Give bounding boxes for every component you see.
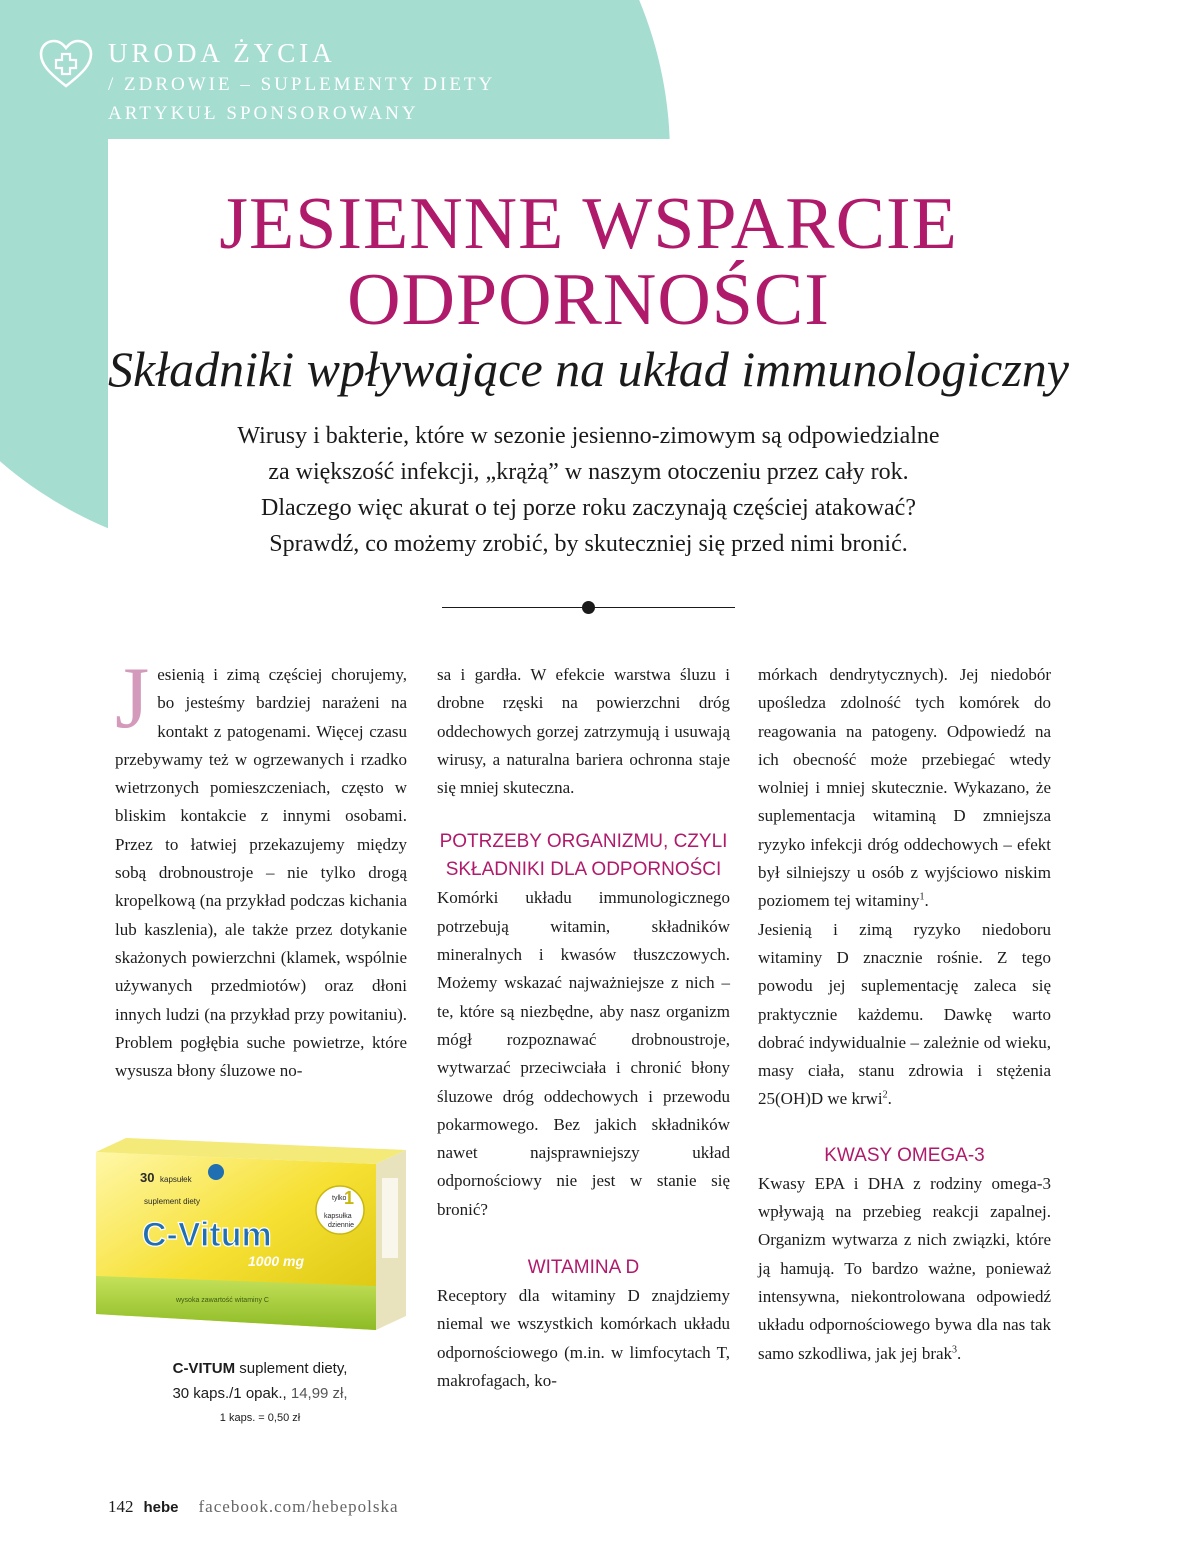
column-1 xyxy=(115,650,407,1085)
paragraph-text: mórkach dendrytycznych). Jej niedobór upośledza zdolność tych komórek do reagowania na patogeny. Odpowiedź na ich obecność może przebiegać wtedy wolniej i mniej skutecznie. Wykazano, że suplementacja witaminą D zmniejsza ryzyko infekcji dróg oddechowych – efekt był silniejszy u osób z wyjściowo niskim poziomem tej witaminy xyxy=(758,665,1051,911)
paragraph: Komórki układu immunologicznego potrzebują witamin, składników mineralnych i kwasów tłuszczowych. Możemy wskazać najważniejsze z nich – te, które są niezbędne, aby nasz organizm mógł rozpoznawać drobnoustroje, wytwarzać przeciwciała i chronić błony śluzowe dróg oddechowych i przewodu pokarmowego. Bez jakich składników nawet najsprawniejszy układ odpornościowy nie jest w stanie się bronić? xyxy=(437,888,730,1219)
paragraph: sa i gardła. W efekcie warstwa śluzu i drobne rzęski na powierzchni dróg oddechowych gorzej zatrzymują i usuwają wirusy, a naturalna bariera ochronna staje się mniej skuteczna. xyxy=(437,665,730,798)
box-badge-text: dziennie xyxy=(328,1222,355,1229)
barcode-icon xyxy=(382,1178,398,1258)
paragraph: Kwasy EPA i DHA z rodziny omega-3 wpływają na przebieg reakcji zapalnej. Organizm wytwarza z nich związki, które ją hamują. To bardzo ważne, ponieważ intensywna, niekontrolowana odpowiedź układu odpornościowego bywa dla nas tak samo szkodliwa, jak jej brak$^3$. xyxy=(758,1173,1051,1363)
box-count: 30 xyxy=(140,1170,155,1185)
paragraph: mórkach dendrytycznych). Jej niedobór upośledza zdolność tych komórek do reagowania na patogeny. Odpowiedź na ich obecność może przebiegać wtedy wolniej i mniej skutecznie. Wykazano, że suplementacja witaminą D zmniejsza ryzyko infekcji dróg oddechowych – efekt był silniejszy u osób z wyjściowo niskim poziomem tej witaminy$^1$. xyxy=(758,665,1051,911)
sponsored-label: ARTYKUŁ SPONSOROWANY xyxy=(108,103,419,124)
caption-unit-price: 1 kaps. = 0,50 zł xyxy=(219,1412,301,1424)
caption-text: 30 kaps./1 opak., xyxy=(172,1385,287,1402)
box-badge-number: 1 xyxy=(344,1188,355,1208)
box-badge-text: kapsułka xyxy=(324,1213,352,1220)
product-caption xyxy=(140,1356,380,1431)
footer-brand: hebe xyxy=(143,1499,179,1516)
paragraph-text: Jesienią i zimą ryzyko niedoboru witaminy D znacznie rośnie. Z tego powodu jej suplementację zaleca się praktycznie każdemu. Dawkę warto dobrać indywidualnie – zależnie od wieku, masy ciała, stanu zdrowia i stężenia 25(OH)D we krwi xyxy=(758,919,1051,1109)
lead-line: Wirusy i bakterie, które w sezonie jesienno-zimowym są odpowiedzialne xyxy=(237,423,940,449)
box-footer-text: wysoka zawartość witaminy C xyxy=(176,1297,269,1304)
title-line-1: JESIENNE WSPARCIE xyxy=(219,183,958,265)
lead-line: Sprawdź, co możemy zrobić, by skuteczniej się przed nimi bronić. xyxy=(269,531,908,557)
footnote-ref: 2 xyxy=(882,1089,888,1101)
box-category: suplement diety xyxy=(144,1197,201,1206)
paragraph-text: esienią i zimą częściej chorujemy, bo jesteśmy bardziej narażeni na kontakt z patogenami. Więcej czasu przebywamy też w ogrzewanych i rzadko wietrzonych pomieszczeniach, często w bliskim kontakcie z innymi osobami. Przez to łatwiej przekazujemy między sobą drobnoustroje – nie tylko drogą kropelkową (na przykład podczas kichania lub kaszlenia), ale także przez dotykanie skażonych powierzchni (klamek, wspólnie używanych przedmiotów) oraz dłoni innych ludzi (na przykład przy powitaniu). Problem pogłębia suche powietrze, które wysusza błony śluzowe no- xyxy=(115,665,407,1081)
product-box-image xyxy=(96,1138,408,1336)
paragraph-text: Kwasy EPA i DHA z rodziny omega-3 wpływają na przebieg reakcji zapalnej. Organizm wytwarza z nich związki, które ją hamują. To bardzo ważne, ponieważ intensywna, niekontrolowana odpowiedź układu odpornościowego bywa dla nas tak samo szkodliwa, jak jej brak xyxy=(758,1173,1051,1363)
paragraph xyxy=(115,650,407,1085)
title-line-2: ODPORNOŚCI xyxy=(347,259,830,341)
column-2 xyxy=(437,661,730,1395)
article-title xyxy=(0,183,1177,341)
caption-text: suplement diety, xyxy=(235,1360,348,1377)
column-3 xyxy=(758,661,1051,1368)
paragraph: Receptory dla witaminy D znajdziemy niemal we wszystkich komórkach układu odpornościowego (m.in. w limfocytach T, makrofagach, ko- xyxy=(437,1286,730,1390)
page-number: 142 xyxy=(108,1497,134,1516)
page-footer xyxy=(108,1497,399,1517)
section-heading-needs: POTRZEBY ORGANIZMU, CZYLI SKŁADNIKI DLA ODPORNOŚCI xyxy=(439,831,728,881)
box-product-name: C-Vitum xyxy=(142,1216,272,1254)
caption-product-name: C-VITUM xyxy=(172,1360,236,1377)
article-subtitle: Składniki wpływające na układ immunologiczny xyxy=(108,341,1069,397)
box-dose: 1000 mg xyxy=(248,1253,305,1269)
footer-facebook-link[interactable]: facebook.com/hebepolska xyxy=(198,1497,399,1516)
box-badge-text: tylko xyxy=(332,1195,347,1202)
lead-line: za większość infekcji, „krążą” w naszym otoczeniu przez cały rok. xyxy=(268,459,909,485)
lead-line: Dlaczego więc akurat o tej porze roku zaczynają częściej atakować? xyxy=(261,495,916,521)
brand-logo-icon xyxy=(208,1164,224,1180)
heart-cross-icon xyxy=(38,38,94,90)
paragraph: Jesienią i zimą ryzyko niedoboru witaminy D znacznie rośnie. Z tego powodu jej suplementację zaleca się praktycznie każdemu. Dawkę warto dobrać indywidualnie – zależnie od wieku, masy ciała, stanu zdrowia i stężenia 25(OH)D we krwi$^2$. xyxy=(758,919,1051,1109)
article-lead xyxy=(140,418,1037,562)
section-title: URODA ŻYCIA xyxy=(108,38,336,68)
drop-cap: J xyxy=(115,650,150,747)
section-header xyxy=(108,36,495,128)
divider-dot xyxy=(582,601,595,614)
section-subtitle: / ZDROWIE – SUPLEMENTY DIETY xyxy=(108,74,496,95)
footnote-ref: 1 xyxy=(919,891,925,903)
box-count-unit: kapsułek xyxy=(160,1175,192,1184)
caption-price: 14,99 zł, xyxy=(286,1385,348,1402)
section-heading-omega: KWASY OMEGA-3 xyxy=(824,1144,985,1166)
section-heading-vitamin-d: WITAMINA D xyxy=(527,1257,640,1279)
footnote-ref: 3 xyxy=(952,1343,958,1355)
